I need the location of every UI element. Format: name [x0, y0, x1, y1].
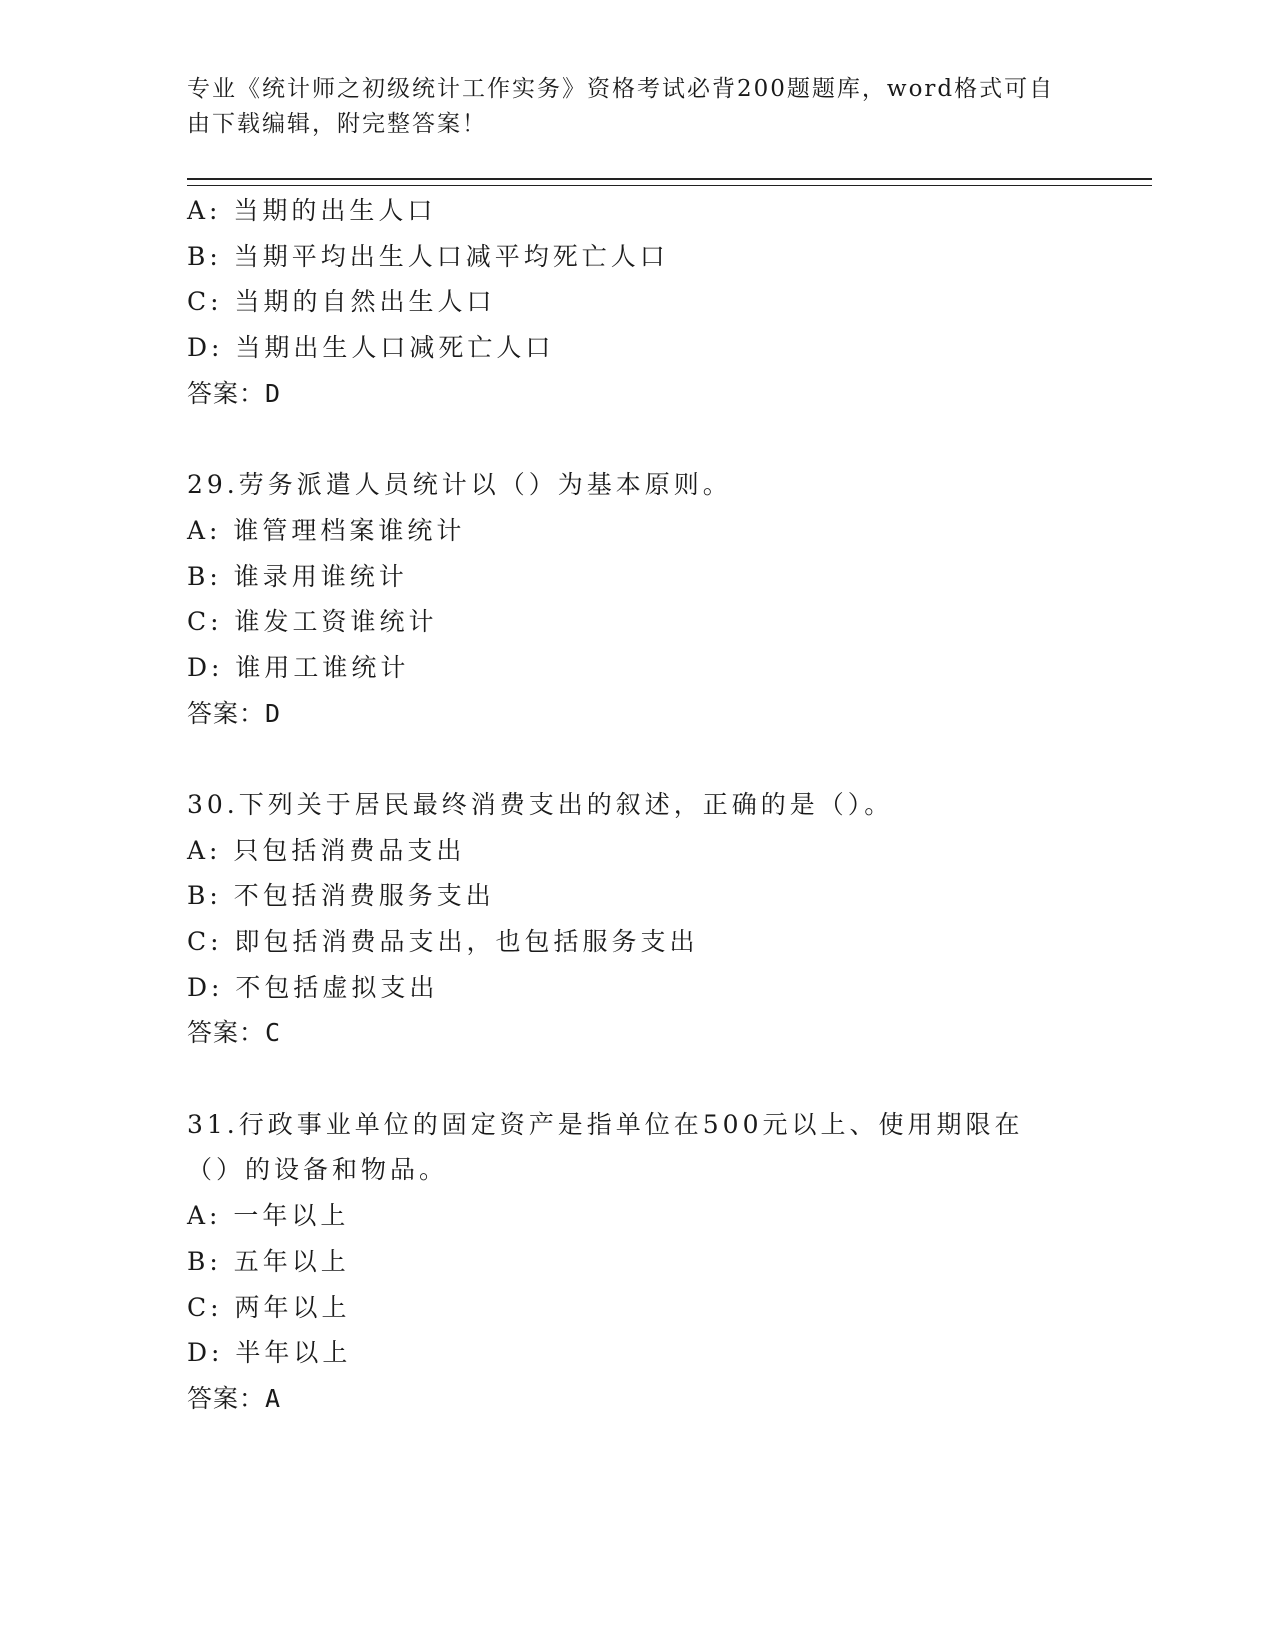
question-28: [187, 188, 1087, 416]
question-29: [187, 462, 1087, 736]
option-b: B: 当期平均出生人口减平均死亡人口: [187, 241, 669, 271]
spacer: [187, 416, 1087, 462]
question-stem: 29.劳务派遣人员统计以（）为基本原则。: [187, 470, 732, 500]
option-b: B: 五年以上: [187, 1246, 350, 1276]
document-header: 专业《统计师之初级统计工作实务》资格考试必背200题题库，word格式可自由下载编辑，附完整答案！: [187, 76, 1055, 137]
question-stem: 30.下列关于居民最终消费支出的叙述，正确的是（）。: [187, 789, 894, 819]
option-c: C: 当期的自然出生人口: [187, 287, 496, 317]
option-d: D: 半年以上: [187, 1338, 352, 1368]
option-d: D: 谁用工谁统计: [187, 652, 410, 682]
answer: 答案：D: [187, 378, 282, 408]
option-b: B: 谁录用谁统计: [187, 561, 408, 591]
answer: 答案：D: [187, 698, 282, 728]
header-divider: [187, 178, 1152, 186]
option-d: D: 不包括虚拟支出: [187, 972, 439, 1002]
option-c: C: 谁发工资谁统计: [187, 607, 438, 637]
question-30: [187, 782, 1087, 1056]
answer: 答案：A: [187, 1383, 282, 1413]
question-31: [187, 1102, 1087, 1422]
spacer: [187, 1056, 1087, 1102]
option-a: A: 谁管理档案谁统计: [187, 515, 466, 545]
spacer: [187, 736, 1087, 782]
question-list: [187, 188, 1087, 1422]
question-stem: 31.行政事业单位的固定资产是指单位在500元以上、使用期限在（）的设备和物品。: [187, 1109, 1024, 1185]
answer: 答案：C: [187, 1018, 282, 1048]
option-d: D: 当期出生人口减死亡人口: [187, 333, 555, 363]
option-a: A: 只包括消费品支出: [187, 835, 466, 865]
option-c: C: 两年以上: [187, 1292, 351, 1322]
option-a: A: 当期的出生人口: [187, 196, 437, 225]
option-a: A: 一年以上: [187, 1201, 350, 1231]
option-c: C: 即包括消费品支出，也包括服务支出: [187, 927, 699, 956]
option-b: B: 不包括消费服务支出: [187, 881, 495, 911]
